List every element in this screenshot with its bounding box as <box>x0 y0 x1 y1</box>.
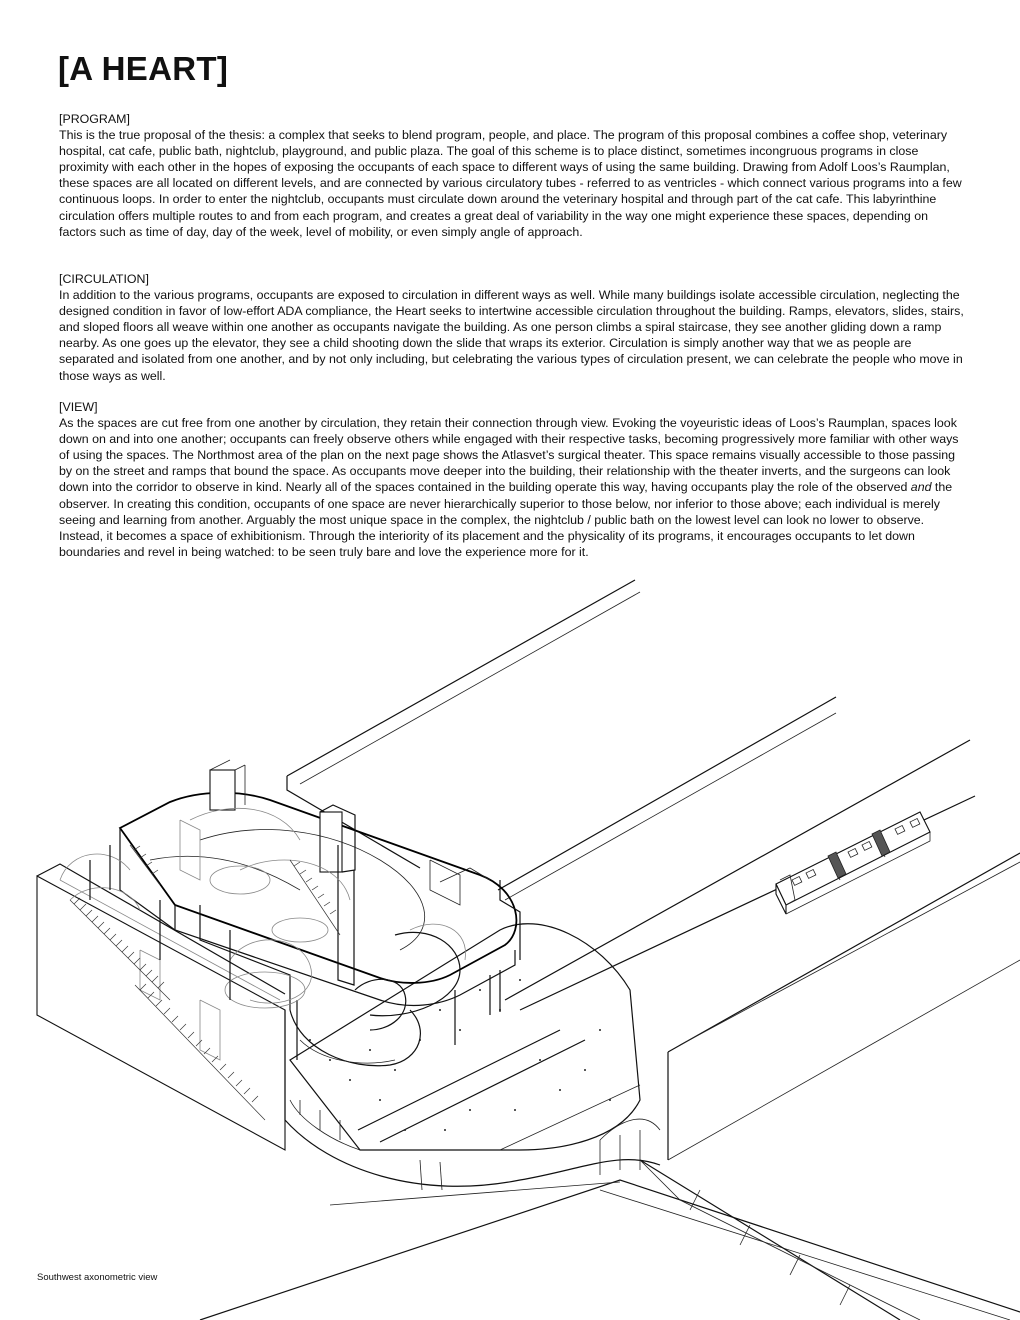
program-heading: [PROGRAM] <box>59 112 130 126</box>
upper-slab-outline <box>287 580 975 1010</box>
view-heading: [VIEW] <box>59 400 98 414</box>
page-title: [A HEART] <box>58 50 229 87</box>
view-body-start: As the spaces are cut free from one another by circulation, they retain their connection through view. Evoking the voyeuristic ideas of Loos’s Raumplan, spaces look down on and into one another; occupants can freely observe others while engaged with their respective tasks, becoming progressively more familiar with other ways of using the spaces. The Northmost area of the plan on the next page shows the Atlasvet’s surgical theater. This space remains visually accessible to those passing by on the street and ramps that bound the space. As occupants move deeper into the building, their relationship with the theater inverts, and the surgeons can look down into the corridor to observe in kind. Nearly all of the spaces contained in the building operate this way, having occupants play the role of the observed <box>59 416 959 495</box>
right-block <box>668 853 1020 1160</box>
circulation-body: In addition to the various programs, occupants are exposed to circulation in different ways as well. While many buildings isolate accessible circulation, neglecting the designed condition in favor of low-effort ADA compliance, the Heart seeks to intertwine accessible circulation throughout the building. Ramps, elevators, slides, stairs, and sloped floors all weave within one another as occupants navigate the building. As one person climbs a spiral staircase, they see another gliding down a ramp nearby. As one goes up the elevator, they see a child shooting down the slide that wraps its exterior. Circulation is simply another way that we as people are separated and isolated from one another, and by not only including, but celebrating the various types of circulation present, we can celebrate the people who move in those ways as well. <box>59 288 964 383</box>
view-body-emphasis: and <box>910 480 932 495</box>
ground-lines <box>200 1160 1020 1320</box>
circulation-heading: [CIRCULATION] <box>59 272 149 286</box>
figure-caption: Southwest axonometric view <box>37 1272 158 1283</box>
program-body: This is the true proposal of the thesis: a complex that seeks to blend program, people, and place. The program of this proposal combines a coffee shop, veterinary hospital, cat cafe, public bath, nightclub, playground, and public plaza. The goal of this scheme is to place distinct, sometimes incongruous programs in close proximity with each other in the hopes of exposing the occupants of each space to different ways of using the same building. Drawing from Adolf Loos’s Raumplan, these spaces are all located on different levels, and are connected by various circulatory tubes - referred to as ventricles - which connect various programs into a few continuous loops. In order to enter the nightclub, occupants must circulate down around the veterinary hospital and through part of the cat cafe. This labyrinthine circulation offers multiple routes to and from each program, and creates a great deal of variability in the way one might experience these spaces, depending on factors such as time of day, day of the week, level of mobility, or even simply angle of approach. <box>59 128 962 239</box>
tram <box>776 812 930 914</box>
plaza-dots <box>309 979 611 1131</box>
view-body-end: the observer. In creating this condition, occupants of one space are never hierarchically superior to those below, nor inferior to those above; each individual is merely seeing and learning from another. Arguably the most unique space in the complex, the nightclub / public bath on the lowest level can look no lower to observe. Instead, it becomes a space of exhibitionism. Through the interiority of its placement and the physicality of its programs, it encourages occupants to let down boundaries and revel in being watched: to be seen truly bare and love the experience more for it. <box>59 480 953 559</box>
left-wall <box>37 864 285 1150</box>
